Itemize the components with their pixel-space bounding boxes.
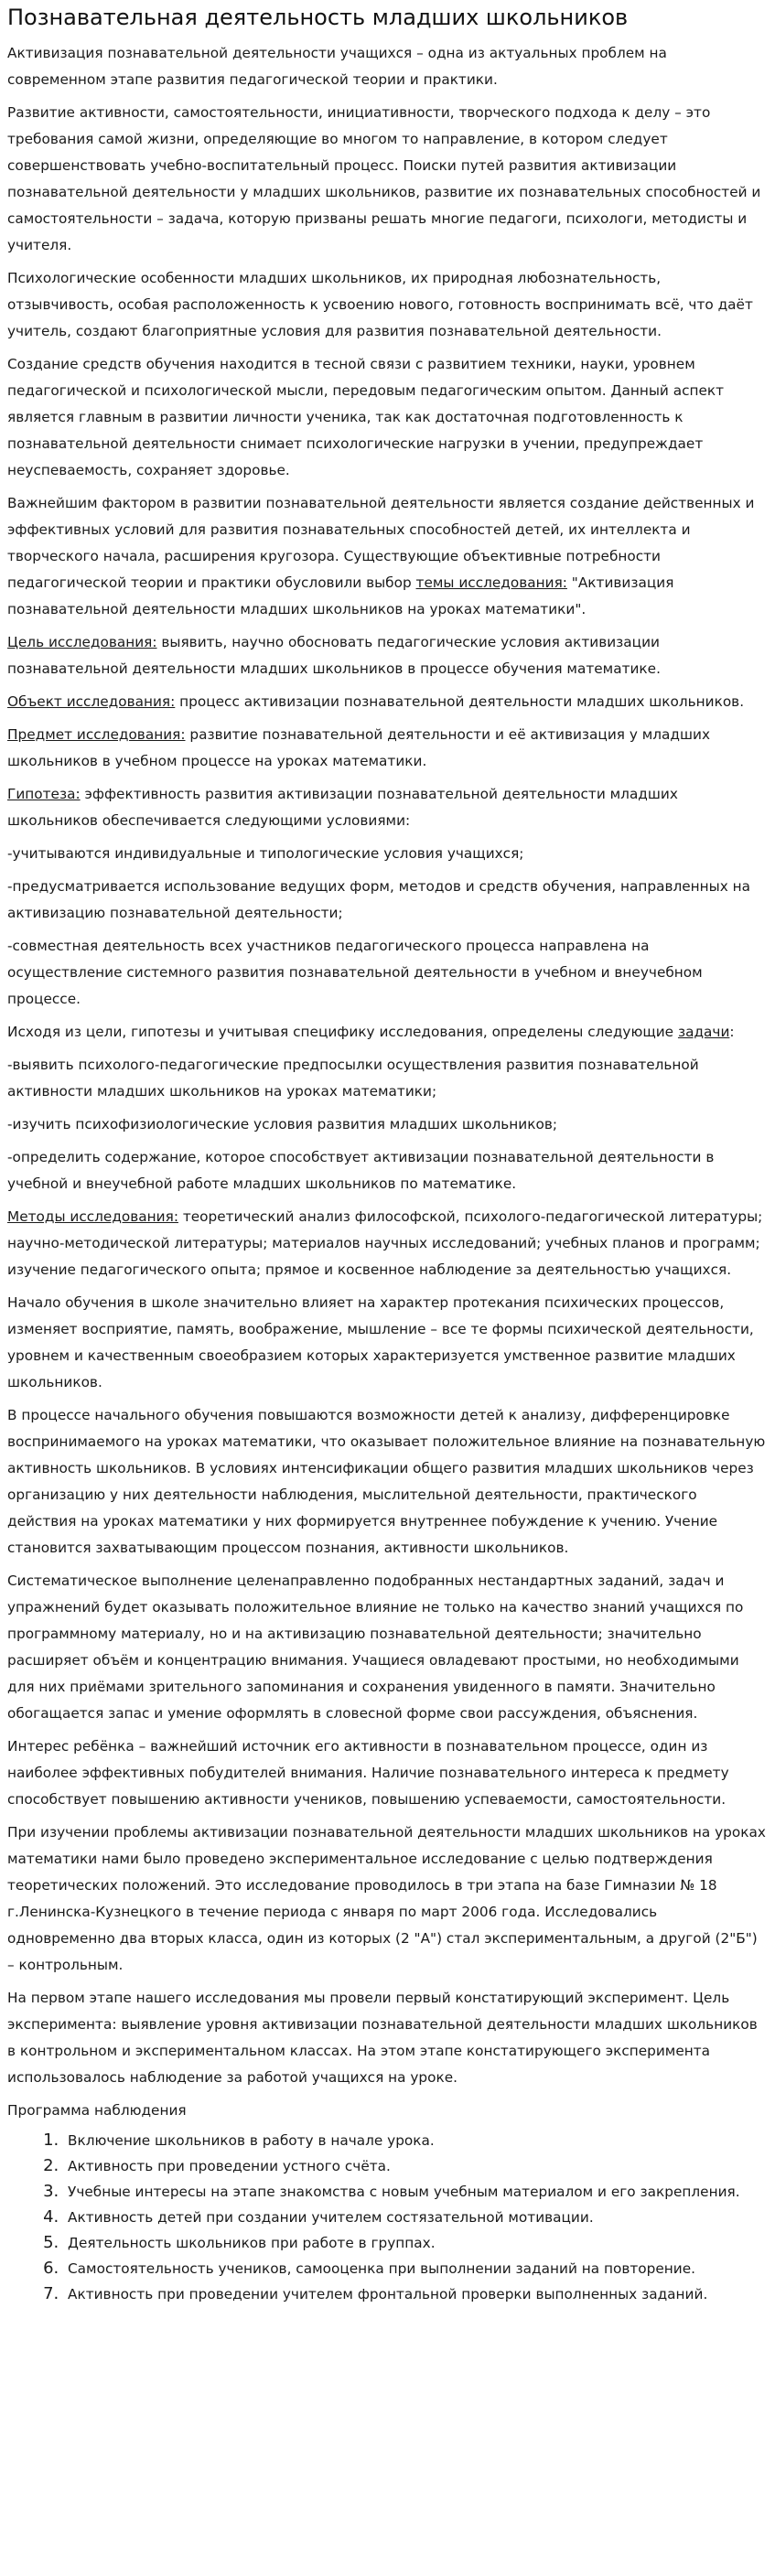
topic-label: темы исследования: [415,574,567,591]
paragraph-systematic: Систематическое выполнение целенаправленно подобранных нестандартных заданий, задач и упражнений будет оказывать положительное влияние не только на качество знаний учащихся по программному материалу, но и на активизацию познавательной деятельности; значительно расширяет объём и концентрацию внимания. Учащиеся овладевают простыми, но необходимыми для них приёмами зрительного запоминания и сохранения увиденного в памяти. Значительно обогащается запас и умение оформлять в словесной форме свои рассуждения, объяснения. [7,1572,744,1722]
paragraph-methods [7,1204,767,1283]
paragraph-topic [7,490,767,623]
list-item: 6. Самостоятельность учеников, самооценка при выполнении заданий на повторение. [64,2256,767,2281]
goal-text: выявить, научно обосновать педагогические условия активизации познавательной деятельности младших школьников в процессе обучения математике. [7,634,661,677]
topic-tail: "Активизация познавательной деятельности младших школьников на уроках математики". [7,574,674,617]
list-item: 3. Учебные интересы на этапе знакомства с новым учебным материалом и его закрепления. [64,2179,767,2205]
task-2: -изучить психофизиологические условия развития младших школьников; [7,1116,557,1132]
tasks-label: задачи [677,1024,730,1040]
subject-label: Предмет исследования: [7,726,186,743]
paragraph-first-stage: На первом этапе нашего исследования мы провели первый констатирующий эксперимент. Цель эксперимента: выявление уровня активизации познавательной деятельности младших школьников в контрольном и экспериментальном классах. На этом этапе констатирующего эксперимента использовалось наблюдение за работой учащихся на уроке. [7,1990,758,2086]
paragraph-school-start: Начало обучения в школе значительно влияет на характер протекания психических процессов, изменяет восприятие, память, воображение, мышление – все те формы психической деятельности, уровнем и качественным своеобразием которых характеризуется умственное развитие младших школьников. [7,1294,754,1390]
paragraph-means: Создание средств обучения находится в тесной связи с развитием техники, науки, уровнем педагогической и психологической мысли, передовым педагогическим опытом. Данный аспект является главным в развитии личности ученика, так как достаточная подготовленность к познавательной деятельности снимает психологические нагрузки в учении, предупреждает неуспеваемость, сохраняет здоровье. [7,356,725,478]
list-item: 7. Активность при проведении учителем фронтальной проверки выполненных заданий. [64,2281,767,2307]
subject-text: развитие познавательной деятельности и её активизация у младших школьников в учебном процессе на уроках математики. [7,726,710,769]
hypothesis-label: Гипотеза: [7,786,81,802]
topic-text: Важнейшим фактором в развитии познавательной деятельности является создание действенных и эффективных условий для развития познавательных способностей детей, их интеллекта и творческого начала, расширения кругозора. Существующие объективные потребности педагогической теории и практики обусловили выбор [7,495,755,591]
task-1: -выявить психолого-педагогические предпосылки осуществления развития познавательной активности младших школьников на уроках математики; [7,1057,699,1100]
paragraph-intro: Активизация познавательной деятельности учащихся – одна из актуальных проблем на современном этапе развития педагогической теории и практики. [7,45,667,88]
program-heading: Программа наблюдения [7,2102,187,2119]
paragraph-experiment: При изучении проблемы активизации познавательной деятельности младших школьников на уроках математики нами было проведено экспериментальное исследование с целью подтверждения теоретических положений. Это исследование проводилось в три этапа на базе Гимназии № 18 г.Ленинска-Кузнецкого в течение периода с января по март 2006 года. Исследовались одновременно два вторых класса, один из которых (2 "А") стал экспериментальным, а другой (2"Б") – контрольным. [7,1824,766,1973]
tasks-text: Исходя из цели, гипотезы и учитывая специфику исследования, определены следующие [7,1024,678,1040]
methods-text: теоретический анализ философской, психолого-педагогической литературы; научно-методической литературы; материалов научных исследований; учебных планов и программ; изучение педагогического опыта; прямое и косвенное наблюдение за деятельностью учащихся. [7,1208,763,1278]
tasks-colon: : [729,1024,735,1040]
paragraph-interest: Интерес ребёнка – важнейший источник его активности в познавательном процессе, один из наиболее эффективных побудителей внимания. Наличие познавательного интереса к предмету способствует повышению активности учеников, повышению успеваемости, самостоятельности. [7,1738,729,1808]
page-title: Познавательная деятельность младших школьников [7,5,629,30]
paragraph-object [7,689,767,715]
paragraph-goal [7,629,767,682]
program-list [7,2128,767,2307]
paragraph-tasks [7,1019,767,1046]
methods-label: Методы исследования: [7,1208,178,1225]
hypothesis-condition-3: -совместная деятельность всех участников педагогического процесса направлена на осуществление системного развития познавательной деятельности в учебном и внеучебном процессе. [7,938,703,1007]
article [0,4,775,2318]
list-item: 1. Включение школьников в работу в начале урока. [64,2128,767,2153]
paragraph-hypothesis [7,781,767,834]
hypothesis-text: эффективность развития активизации познавательной деятельности младших школьников обеспечивается следующими условиями: [7,786,678,829]
hypothesis-condition-2: -предусматривается использование ведущих форм, методов и средств обучения, направленных на активизацию познавательной деятельности; [7,878,751,921]
task-3: -определить содержание, которое способствует активизации познавательной деятельности в учебной и внеучебной работе младших школьников по математике. [7,1149,715,1192]
goal-label: Цель исследования: [7,634,157,650]
paragraph-psychology: Психологические особенности младших школьников, их природная любознательность, отзывчивость, особая расположенность к усвоению нового, готовность воспринимать всё, что даёт учитель, создают благоприятные условия для развития познавательной деятельности. [7,270,753,339]
paragraph-development: Развитие активности, самостоятельности, инициативности, творческого подхода к делу – это требования самой жизни, определяющие во многом то направление, в котором следует совершенствовать учебно-воспитательный процесс. Поиски путей развития активизации познавательной деятельности у младших школьников, развитие их познавательных способностей и самостоятельности – задача, которую призваны решать многие педагоги, психологи, методисты и учителя. [7,104,761,253]
list-item: 5. Деятельность школьников при работе в группах. [64,2230,767,2256]
object-text: процесс активизации познавательной деятельности младших школьников. [175,693,745,710]
paragraph-primary-education: В процессе начального обучения повышаются возможности детей к анализу, дифференцировке воспринимаемого на уроках математики, что оказывает положительное влияние на познавательную активность школьников. В условиях интенсификации общего развития младших школьников через организацию у них деятельности наблюдения, мыслительной деятельности, практического действия на уроках математики у них формируется внутреннее побуждение к учению. Учение становится захватывающим процессом познания, активности школьников. [7,1407,766,1556]
list-item: 4. Активность детей при создании учителем состязательной мотивации. [64,2205,767,2230]
list-item: 2. Активность при проведении устного счёта. [64,2153,767,2179]
paragraph-subject [7,722,767,775]
hypothesis-condition-1: -учитываются индивидуальные и типологические условия учащихся; [7,845,524,862]
object-label: Объект исследования: [7,693,176,710]
